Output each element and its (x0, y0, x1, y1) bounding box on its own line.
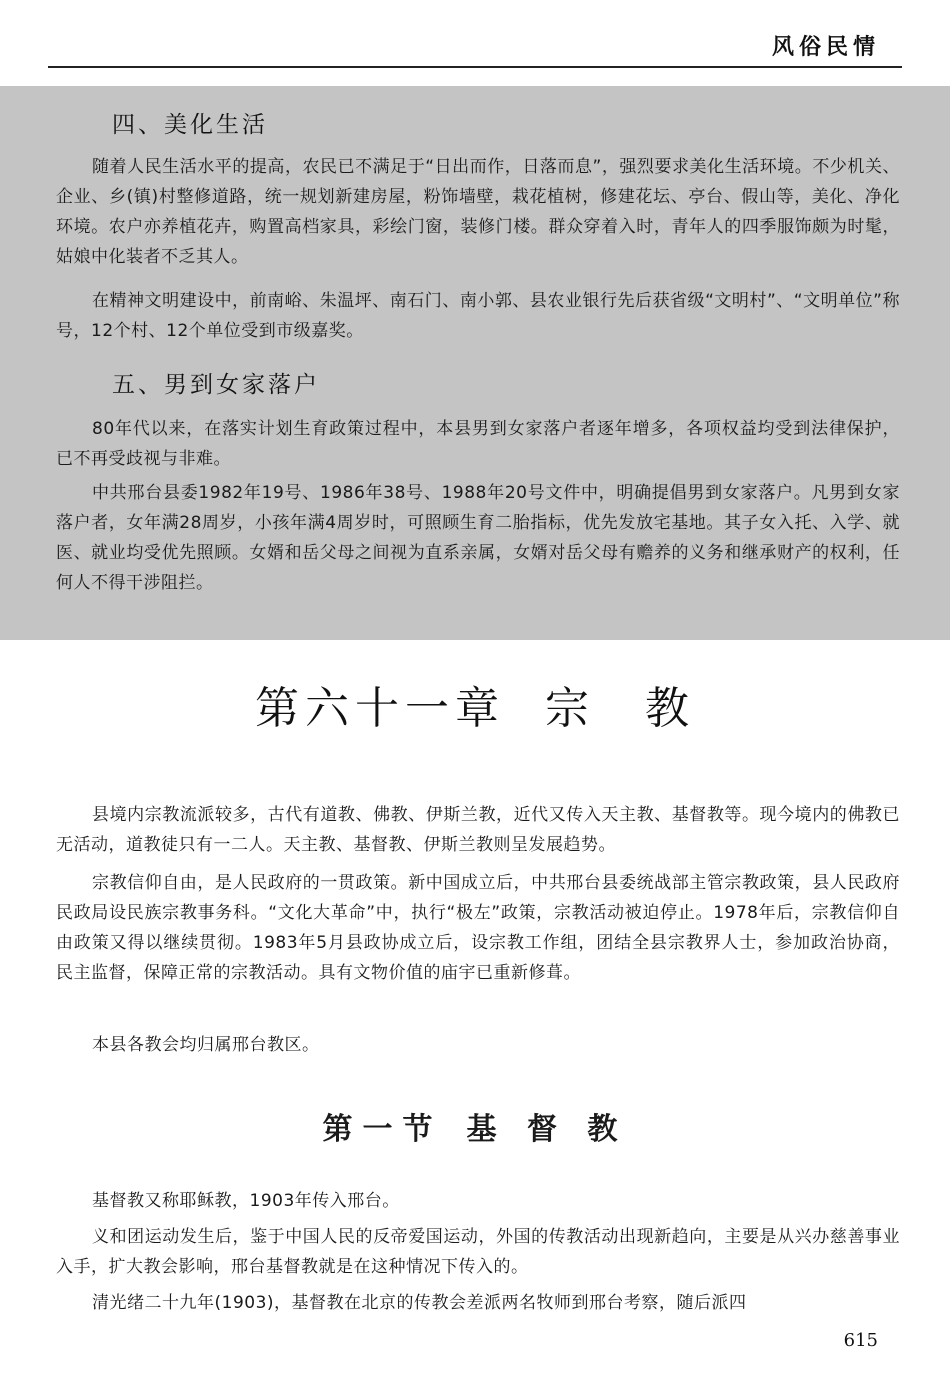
running-header: 风俗民情 (771, 35, 880, 60)
page-number: 615 (843, 1330, 878, 1351)
section-heading-5: 五、男到女家落户 (112, 372, 320, 398)
chapter-name: 宗 教 (545, 683, 695, 734)
paragraph-4-1: 随着人民生活水平的提高，农民已不满足于“日出而作，日落而息”，强烈要求美化生活环境。不少机关、企业、乡(镇)村整修道路，统一规划新建房屋，粉饰墙壁，栽花植树，修建花坛、亭台、假山等，美化、净化环境。农户亦养植花卉，购置高档家具，彩绘门窗，装修门楼。群众穿着入时，青年人的四季服饰颇为时髦，姑娘中化装者不乏其人。 (56, 157, 900, 267)
paragraph-5-2: 中共邢台县委1982年19号、1986年38号、1988年20号文件中，明确提倡男到女家落户。凡男到女家落户者，女年满28周岁，小孩年满4周岁时，可照顾生育二胎指标，优先发放宅基地。其子女入托、入学、就医、就业均受优先照顾。女婿和岳父母之间视为直系亲属，女婿对岳父母有赡养的义务和继承财产的权利，任何人不得干涉阻拦。 (56, 483, 900, 593)
header-rule (48, 66, 902, 68)
paragraph-5-1: 80年代以来，在落实计划生育政策过程中，本县男到女家落户者逐年增多，各项权益均受到法律保护，已不再受歧视与非难。 (56, 419, 900, 469)
paragraph-4-2: 在精神文明建设中，前南峪、朱温坪、南石门、南小郭、县农业银行先后获省级“文明村”、“文明单位”称号，12个村、12个单位受到市级嘉奖。 (56, 291, 900, 341)
section-paragraph-3: 清光绪二十九年(1903)，基督教在北京的传教会差派两名牧师到邢台考察，随后派四 (92, 1293, 747, 1313)
chapter-title (0, 672, 950, 736)
chapter-paragraph-3: 本县各教会均归属邢台教区。 (92, 1035, 320, 1055)
chapter-paragraph-1: 县境内宗教流派较多，古代有道教、佛教、伊斯兰教，近代又传入天主教、基督教等。现今境内的佛教已无活动，道教徒只有一二人。天主教、基督教、伊斯兰教则呈发展趋势。 (56, 805, 900, 855)
chapter-number: 第六十一章 (255, 683, 505, 734)
section-heading-4: 四、美化生活 (112, 112, 268, 138)
section-paragraph-1: 基督教又称耶稣教，1903年传入邢台。 (92, 1191, 400, 1211)
chapter-paragraph-2: 宗教信仰自由，是人民政府的一贯政策。新中国成立后，中共邢台县委统战部主管宗教政策，县人民政府民政局设民族宗教事务科。“文化大革命”中，执行“极左”政策，宗教活动被迫停止。1978年后，宗教信仰自由政策又得以继续贯彻。1983年5月县政协成立后，设宗教工作组，团结全县宗教界人士，参加政治协商，民主监督，保障正常的宗教活动。具有文物价值的庙宇已重新修葺。 (56, 873, 900, 983)
section-number: 第一节 (322, 1112, 443, 1147)
section-title (0, 1104, 950, 1148)
section-name: 基 督 教 (466, 1112, 628, 1147)
section-paragraph-2: 义和团运动发生后，鉴于中国人民的反帝爱国运动，外国的传教活动出现新趋向，主要是从兴办慈善事业入手，扩大教会影响，邢台基督教就是在这种情况下传入的。 (56, 1227, 900, 1277)
